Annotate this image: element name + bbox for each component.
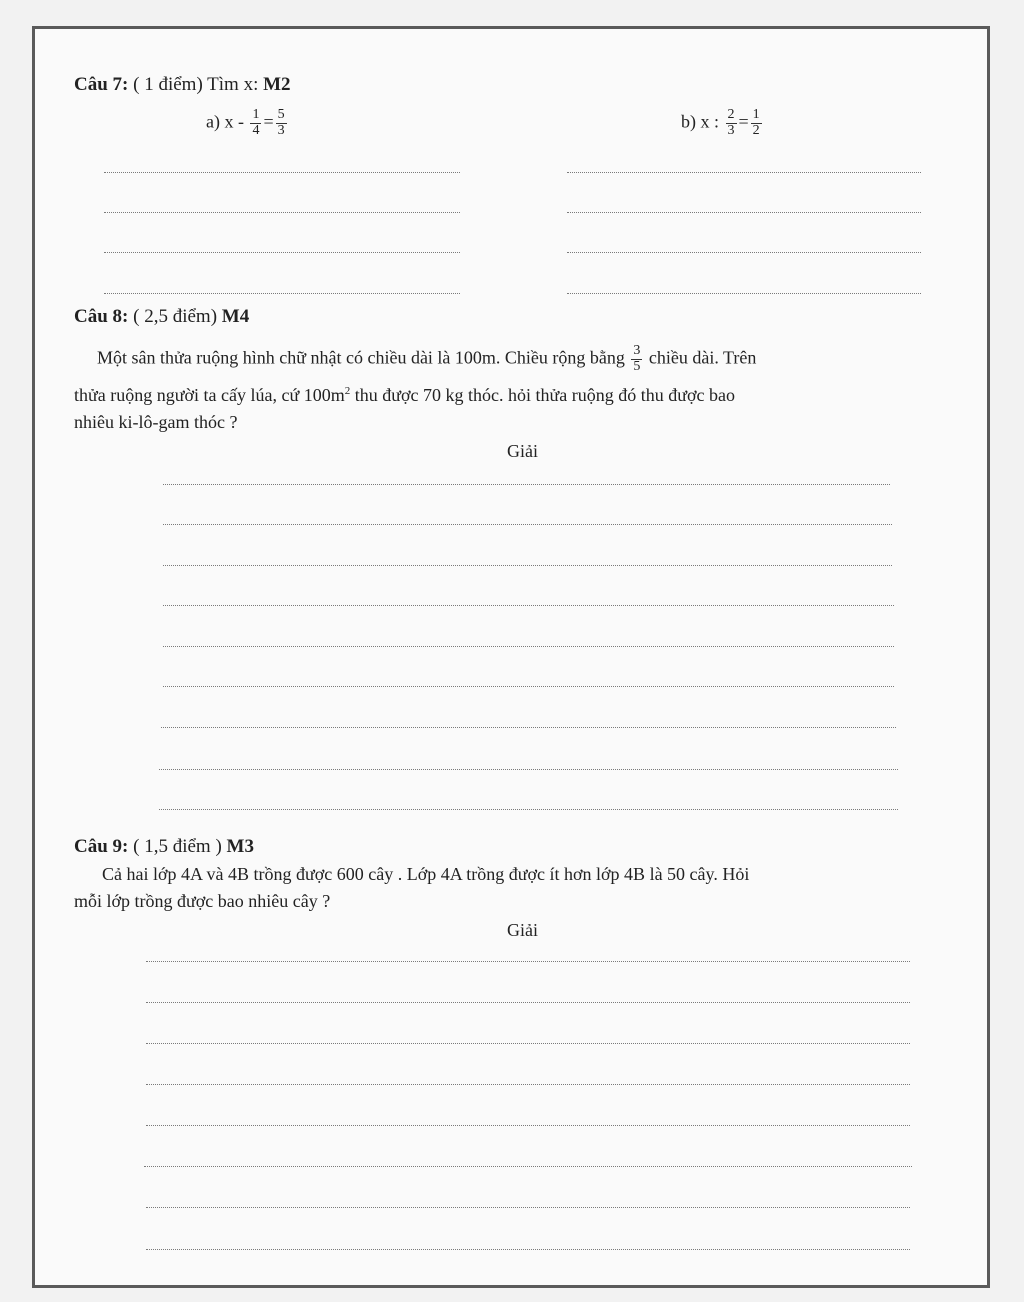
question-8-text-part-3: thửa ruộng người ta cấy lúa, cứ 100m [74,385,345,405]
question-9-label: Câu 9: [74,836,129,857]
solution-line-q9[interactable] [146,1125,910,1126]
solution-line-q9[interactable] [146,1002,910,1003]
fraction-denominator: 4 [252,122,260,138]
fraction-three-fifths [631,344,642,374]
solution-line-q9[interactable] [146,1084,910,1085]
superscript-2: 2 [344,385,351,397]
question-7-level: M2 [263,74,291,95]
fraction-five-thirds [276,108,287,138]
solution-line-q8[interactable] [163,686,894,687]
equation-b [681,108,764,138]
question-7-heading [74,74,291,96]
solution-line-q8[interactable] [163,524,892,525]
fraction-denominator: 2 [752,122,760,138]
question-8-text-part-1: Một sân thửa ruộng hình chữ nhật có chiều dài là 100m. Chiều rộng bằng [97,347,625,368]
equation-a [206,108,289,138]
question-8-text-part-2: chiều dài. Trên [648,347,757,368]
answer-line-b3[interactable] [567,252,921,253]
fraction-numerator: 3 [633,343,641,358]
solution-line-q9[interactable] [144,1166,912,1167]
equation-b-variable: x : [700,111,720,132]
answer-line-a1[interactable] [104,172,460,173]
solution-line-q9[interactable] [146,1249,910,1250]
answer-line-b4[interactable] [567,293,921,294]
answer-line-b2[interactable] [567,212,921,213]
answer-line-a3[interactable] [104,252,460,253]
solution-heading-q9: Giải [507,920,538,940]
question-8-text-part-4: thu được 70 kg thóc. hỏi thửa ruộng đó thu được bao [350,385,735,405]
solution-line-q8[interactable] [159,809,898,810]
solution-line-q9[interactable] [146,1207,910,1208]
question-8-level: M4 [221,306,250,327]
equation-a-prefix: a) [206,111,220,132]
fraction-one-half [751,108,762,138]
equation-a-variable: x - [224,111,244,132]
solution-line-q8[interactable] [161,727,896,728]
question-7-info: ( 1 điểm) Tìm x: [133,74,264,95]
question-9-level: M3 [226,836,254,857]
question-8-heading [74,306,249,328]
fraction-denominator: 3 [727,122,735,138]
fraction-denominator: 3 [277,122,285,138]
fraction-two-thirds [726,108,737,138]
fraction-numerator: 5 [277,107,285,122]
answer-line-a2[interactable] [104,212,460,213]
solution-line-q8[interactable] [163,565,892,566]
question-8-label: Câu 8: [74,306,129,327]
fraction-numerator: 1 [752,107,760,122]
solution-line-q8[interactable] [163,605,894,606]
solution-line-q8[interactable] [159,769,898,770]
fraction-numerator: 2 [727,107,735,122]
question-9-info: ( 1,5 điểm ) [128,836,227,857]
fraction-denominator: 5 [633,358,641,374]
solution-line-q8[interactable] [163,484,890,485]
fraction-one-quarter [250,108,261,138]
question-9-heading [74,836,254,858]
worksheet-page [32,26,990,1288]
question-8-line-2 [74,386,735,404]
solution-line-q9[interactable] [146,961,910,962]
question-9-line-1: Cả hai lớp 4A và 4B trồng được 600 cây . Lớp 4A trồng được ít hơn lớp 4B là 50 cây. Hỏi [102,864,750,884]
answer-line-b1[interactable] [567,172,921,173]
equals-sign: = [263,111,274,132]
fraction-numerator: 1 [252,107,260,122]
equation-b-prefix: b) [681,111,696,132]
question-8-line-3: nhiêu ki-lô-gam thóc ? [74,412,238,432]
question-9-line-2: mỗi lớp trồng được bao nhiêu cây ? [74,891,331,911]
equals-sign: = [738,111,749,132]
solution-line-q9[interactable] [146,1043,910,1044]
solution-heading-q8: Giải [507,441,538,461]
question-8-line-1 [97,344,756,374]
question-8-info: ( 2,5 điểm) [128,306,222,327]
answer-line-a4[interactable] [104,293,460,294]
question-7-label: Câu 7: [74,74,129,95]
solution-line-q8[interactable] [163,646,894,647]
